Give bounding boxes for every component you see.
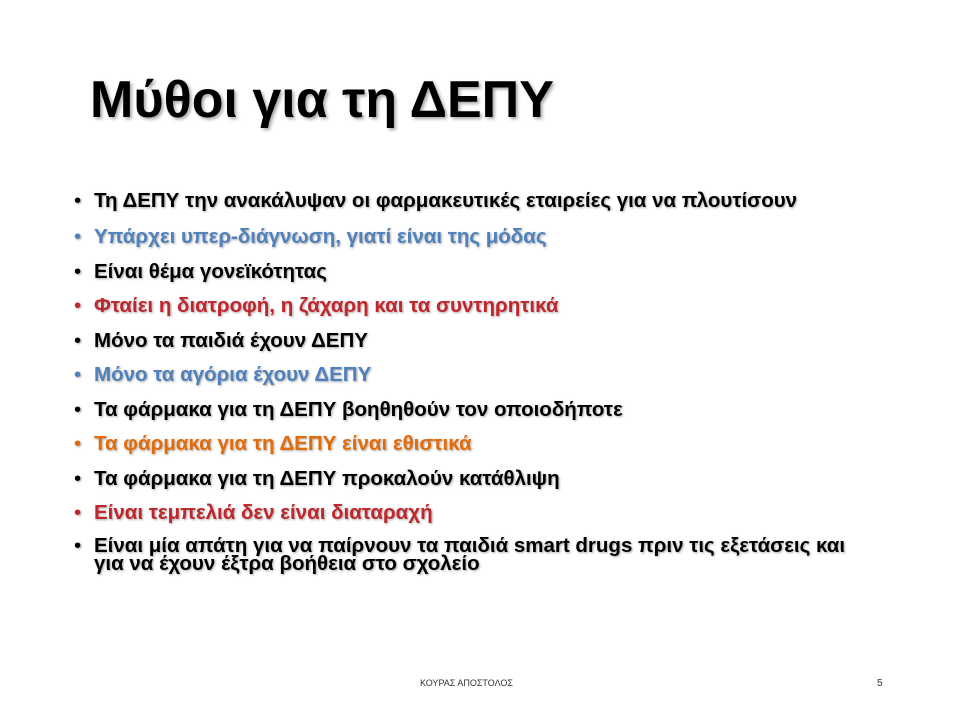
bullet-dot-icon: • bbox=[74, 432, 82, 455]
bullet-dot-icon: • bbox=[74, 363, 82, 386]
bullet-dot-icon: • bbox=[74, 397, 82, 421]
footer bbox=[0, 678, 960, 698]
bullet-text: Τα φάρμακα για τη ΔΕΠΥ προκαλούν κατάθλιψη bbox=[94, 466, 560, 490]
bullet-dot-icon: • bbox=[74, 328, 82, 352]
bullet-text: Μόνο τα αγόρια έχουν ΔΕΠΥ bbox=[94, 363, 372, 386]
bullet-item bbox=[72, 533, 862, 575]
bullet-item bbox=[72, 226, 862, 248]
bullet-item bbox=[72, 433, 862, 455]
bullet-list bbox=[72, 189, 862, 589]
bullet-item bbox=[72, 399, 862, 421]
footer-author: ΚΟΥΡΑΣ ΑΠΟΣΤΟΛΟΣ bbox=[420, 678, 513, 688]
bullet-text: Τη ΔΕΠΥ την ανακάλυψαν οι φαρμακευτικές εταιρείες για να πλουτίσουν bbox=[94, 189, 798, 212]
bullet-dot-icon: • bbox=[74, 501, 82, 524]
bullet-text: Είναι τεμπελιά δεν είναι διαταραχή bbox=[94, 501, 433, 524]
bullet-text: Τα φάρμακα για τη ΔΕΠΥ βοηθηθούν τον οποιοδήποτε bbox=[94, 397, 623, 421]
page-number: 5 bbox=[877, 678, 883, 689]
bullet-dot-icon: • bbox=[74, 294, 82, 317]
bullet-dot-icon: • bbox=[74, 189, 82, 212]
bullet-item bbox=[72, 189, 862, 212]
bullet-text: Μόνο τα παιδιά έχουν ΔΕΠΥ bbox=[94, 328, 368, 352]
bullet-dot-icon: • bbox=[74, 225, 82, 248]
bullet-item bbox=[72, 364, 862, 386]
bullet-text: Φταίει η διατροφή, η ζάχαρη και τα συντηρητικά bbox=[94, 294, 559, 317]
bullet-dot-icon: • bbox=[74, 259, 82, 283]
bullet-dot-icon: • bbox=[74, 533, 82, 557]
bullet-dot-icon: • bbox=[74, 466, 82, 490]
bullet-item bbox=[72, 261, 862, 283]
bullet-item bbox=[72, 502, 862, 524]
bullet-item bbox=[72, 330, 862, 352]
bullet-text: Τα φάρμακα για τη ΔΕΠΥ είναι εθιστικά bbox=[94, 432, 472, 455]
bullet-text: Είναι θέμα γονεϊκότητας bbox=[94, 259, 327, 283]
bullet-text: Είναι μία απάτη για να παίρνουν τα παιδιά smart drugs πριν τις εξετάσεις και για να έχουν έξτρα βοήθεια στο σχολείο bbox=[94, 533, 846, 575]
bullet-text: Υπάρχει υπερ-διάγνωση, γιατί είναι της μόδας bbox=[94, 225, 547, 248]
bullet-item bbox=[72, 468, 862, 490]
bullet-item bbox=[72, 295, 862, 317]
slide-title: Μύθοι για τη ΔΕΠΥ bbox=[90, 71, 554, 129]
